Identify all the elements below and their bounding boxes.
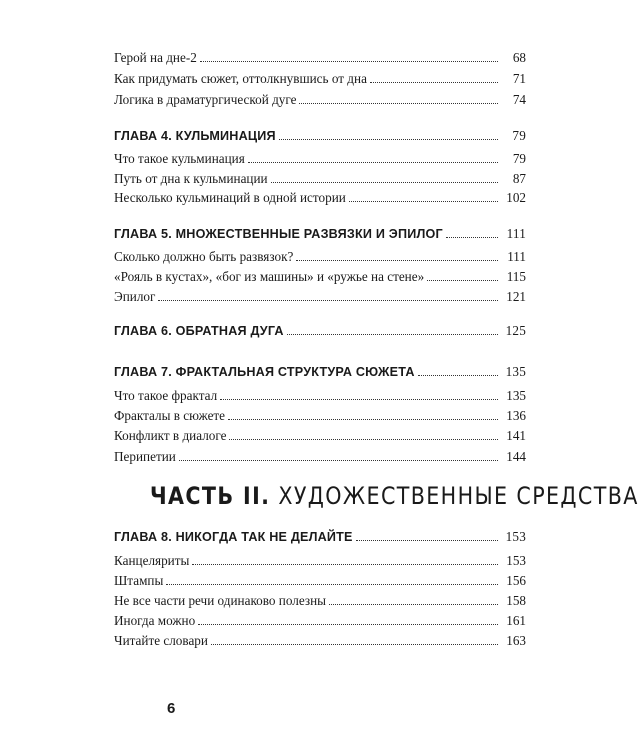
leader-dots xyxy=(198,624,498,625)
toc-entry-page: 68 xyxy=(512,50,526,65)
toc-chapter-title: ГЛАВА 6. ОБРАТНАЯ ДУГА xyxy=(114,324,284,338)
toc-entry xyxy=(114,424,526,444)
toc-chapter-page: 111 xyxy=(506,226,526,241)
part-heading xyxy=(150,482,639,510)
toc-chapter xyxy=(114,525,526,545)
leader-dots xyxy=(248,162,498,163)
leader-dots xyxy=(446,237,498,238)
leader-dots xyxy=(200,61,498,62)
toc-entry xyxy=(114,404,526,424)
toc-entry xyxy=(114,285,526,305)
toc-entry-page: 111 xyxy=(507,249,526,264)
toc-entry-title: Иногда можно xyxy=(114,613,196,628)
toc-entry xyxy=(114,445,526,465)
toc-entry xyxy=(114,147,526,167)
toc-chapter-page: 135 xyxy=(505,364,526,379)
leader-dots xyxy=(329,604,498,605)
toc-entry-page: 74 xyxy=(512,92,526,107)
leader-dots xyxy=(192,564,498,565)
toc-entry-page: 144 xyxy=(506,449,526,464)
leader-dots xyxy=(179,460,498,461)
toc-chapter xyxy=(114,222,526,242)
toc-entry-title: Как придумать сюжет, оттолкнувшись от дна xyxy=(114,71,367,86)
toc-entry xyxy=(114,265,526,285)
toc-entry-page: 156 xyxy=(506,573,526,588)
toc-entry-page: 161 xyxy=(506,613,526,628)
toc-entry xyxy=(114,88,526,108)
toc-entry xyxy=(114,569,526,589)
toc-chapter-page: 125 xyxy=(505,323,526,338)
toc-entry-page: 136 xyxy=(506,408,526,423)
toc-entry-title: Штампы xyxy=(114,573,164,588)
leader-dots xyxy=(370,82,498,83)
toc-entry-title: Конфликт в диалоге xyxy=(114,428,227,443)
toc-entry-page: 163 xyxy=(506,633,526,648)
part-label: ЧАСТЬ II. xyxy=(150,482,271,510)
leader-dots xyxy=(427,280,498,281)
toc-entry-title: «Рояль в кустах», «бог из машины» и «ружье на стене» xyxy=(114,269,425,284)
toc-chapter-title: ГЛАВА 8. НИКОГДА ТАК НЕ ДЕЛАЙТЕ xyxy=(114,530,353,544)
toc-chapter-title: ГЛАВА 4. КУЛЬМИНАЦИЯ xyxy=(114,129,276,143)
toc-entry-page: 71 xyxy=(512,71,526,86)
toc-entry-title: Что такое кульминация xyxy=(114,151,245,166)
toc-entry xyxy=(114,167,526,187)
toc-entry xyxy=(114,245,526,265)
toc-chapter xyxy=(114,319,526,339)
toc-entry-title: Несколько кульминаций в одной истории xyxy=(114,190,346,205)
toc-entry-page: 87 xyxy=(512,171,526,186)
page-number: 6 xyxy=(167,700,176,717)
leader-dots xyxy=(299,103,498,104)
toc-entry xyxy=(114,549,526,569)
leader-dots xyxy=(296,260,498,261)
toc-entry-title: Фракталы в сюжете xyxy=(114,408,226,423)
toc-entry-page: 115 xyxy=(506,269,526,284)
toc-entry-title: Перипетии xyxy=(114,449,176,464)
toc-entry xyxy=(114,384,526,404)
part-title: ХУДОЖЕСТВЕННЫЕ СРЕДСТВА xyxy=(278,482,639,510)
toc-entry-page: 158 xyxy=(506,593,526,608)
toc-entry-title: Канцеляриты xyxy=(114,553,190,568)
toc-chapter-title: ГЛАВА 5. МНОЖЕСТВЕННЫЕ РАЗВЯЗКИ И ЭПИЛОГ xyxy=(114,227,443,241)
toc-entry xyxy=(114,609,526,629)
toc-chapter-title: ГЛАВА 7. ФРАКТАЛЬНАЯ СТРУКТУРА СЮЖЕТА xyxy=(114,365,415,379)
toc-entry-title: Сколько должно быть развязок? xyxy=(114,249,294,264)
toc-entry-title: Что такое фрактал xyxy=(114,388,218,403)
toc-entry-title: Герой на дне-2 xyxy=(114,50,197,65)
toc-entry xyxy=(114,589,526,609)
toc-entry-page: 79 xyxy=(512,151,526,166)
toc-entry-title: Не все части речи одинаково полезны xyxy=(114,593,326,608)
leader-dots xyxy=(220,399,498,400)
leader-dots xyxy=(418,375,498,376)
toc-chapter xyxy=(114,124,526,144)
leader-dots xyxy=(229,439,498,440)
leader-dots xyxy=(349,201,498,202)
toc-entry-page: 135 xyxy=(506,388,526,403)
leader-dots xyxy=(271,182,498,183)
leader-dots xyxy=(211,644,498,645)
toc-chapter-page: 153 xyxy=(505,529,526,544)
leader-dots xyxy=(356,540,498,541)
toc-entry-page: 102 xyxy=(506,190,526,205)
toc-entry-title: Читайте словари xyxy=(114,633,208,648)
leader-dots xyxy=(166,584,498,585)
toc-entry-title: Логика в драматургической дуге xyxy=(114,92,297,107)
toc-chapter-page: 79 xyxy=(512,128,526,143)
toc-entry xyxy=(114,46,526,66)
toc-entry-title: Эпилог xyxy=(114,289,156,304)
leader-dots xyxy=(228,419,498,420)
toc-chapter xyxy=(114,360,526,380)
toc-entry-page: 141 xyxy=(506,428,526,443)
toc-entry-page: 153 xyxy=(506,553,526,568)
leader-dots xyxy=(287,334,498,335)
toc-entry xyxy=(114,629,526,649)
toc-entry xyxy=(114,67,526,87)
leader-dots xyxy=(158,300,498,301)
leader-dots xyxy=(279,139,498,140)
toc-entry-page: 121 xyxy=(506,289,526,304)
toc-entry-title: Путь от дна к кульминации xyxy=(114,171,268,186)
toc-entry xyxy=(114,186,526,206)
